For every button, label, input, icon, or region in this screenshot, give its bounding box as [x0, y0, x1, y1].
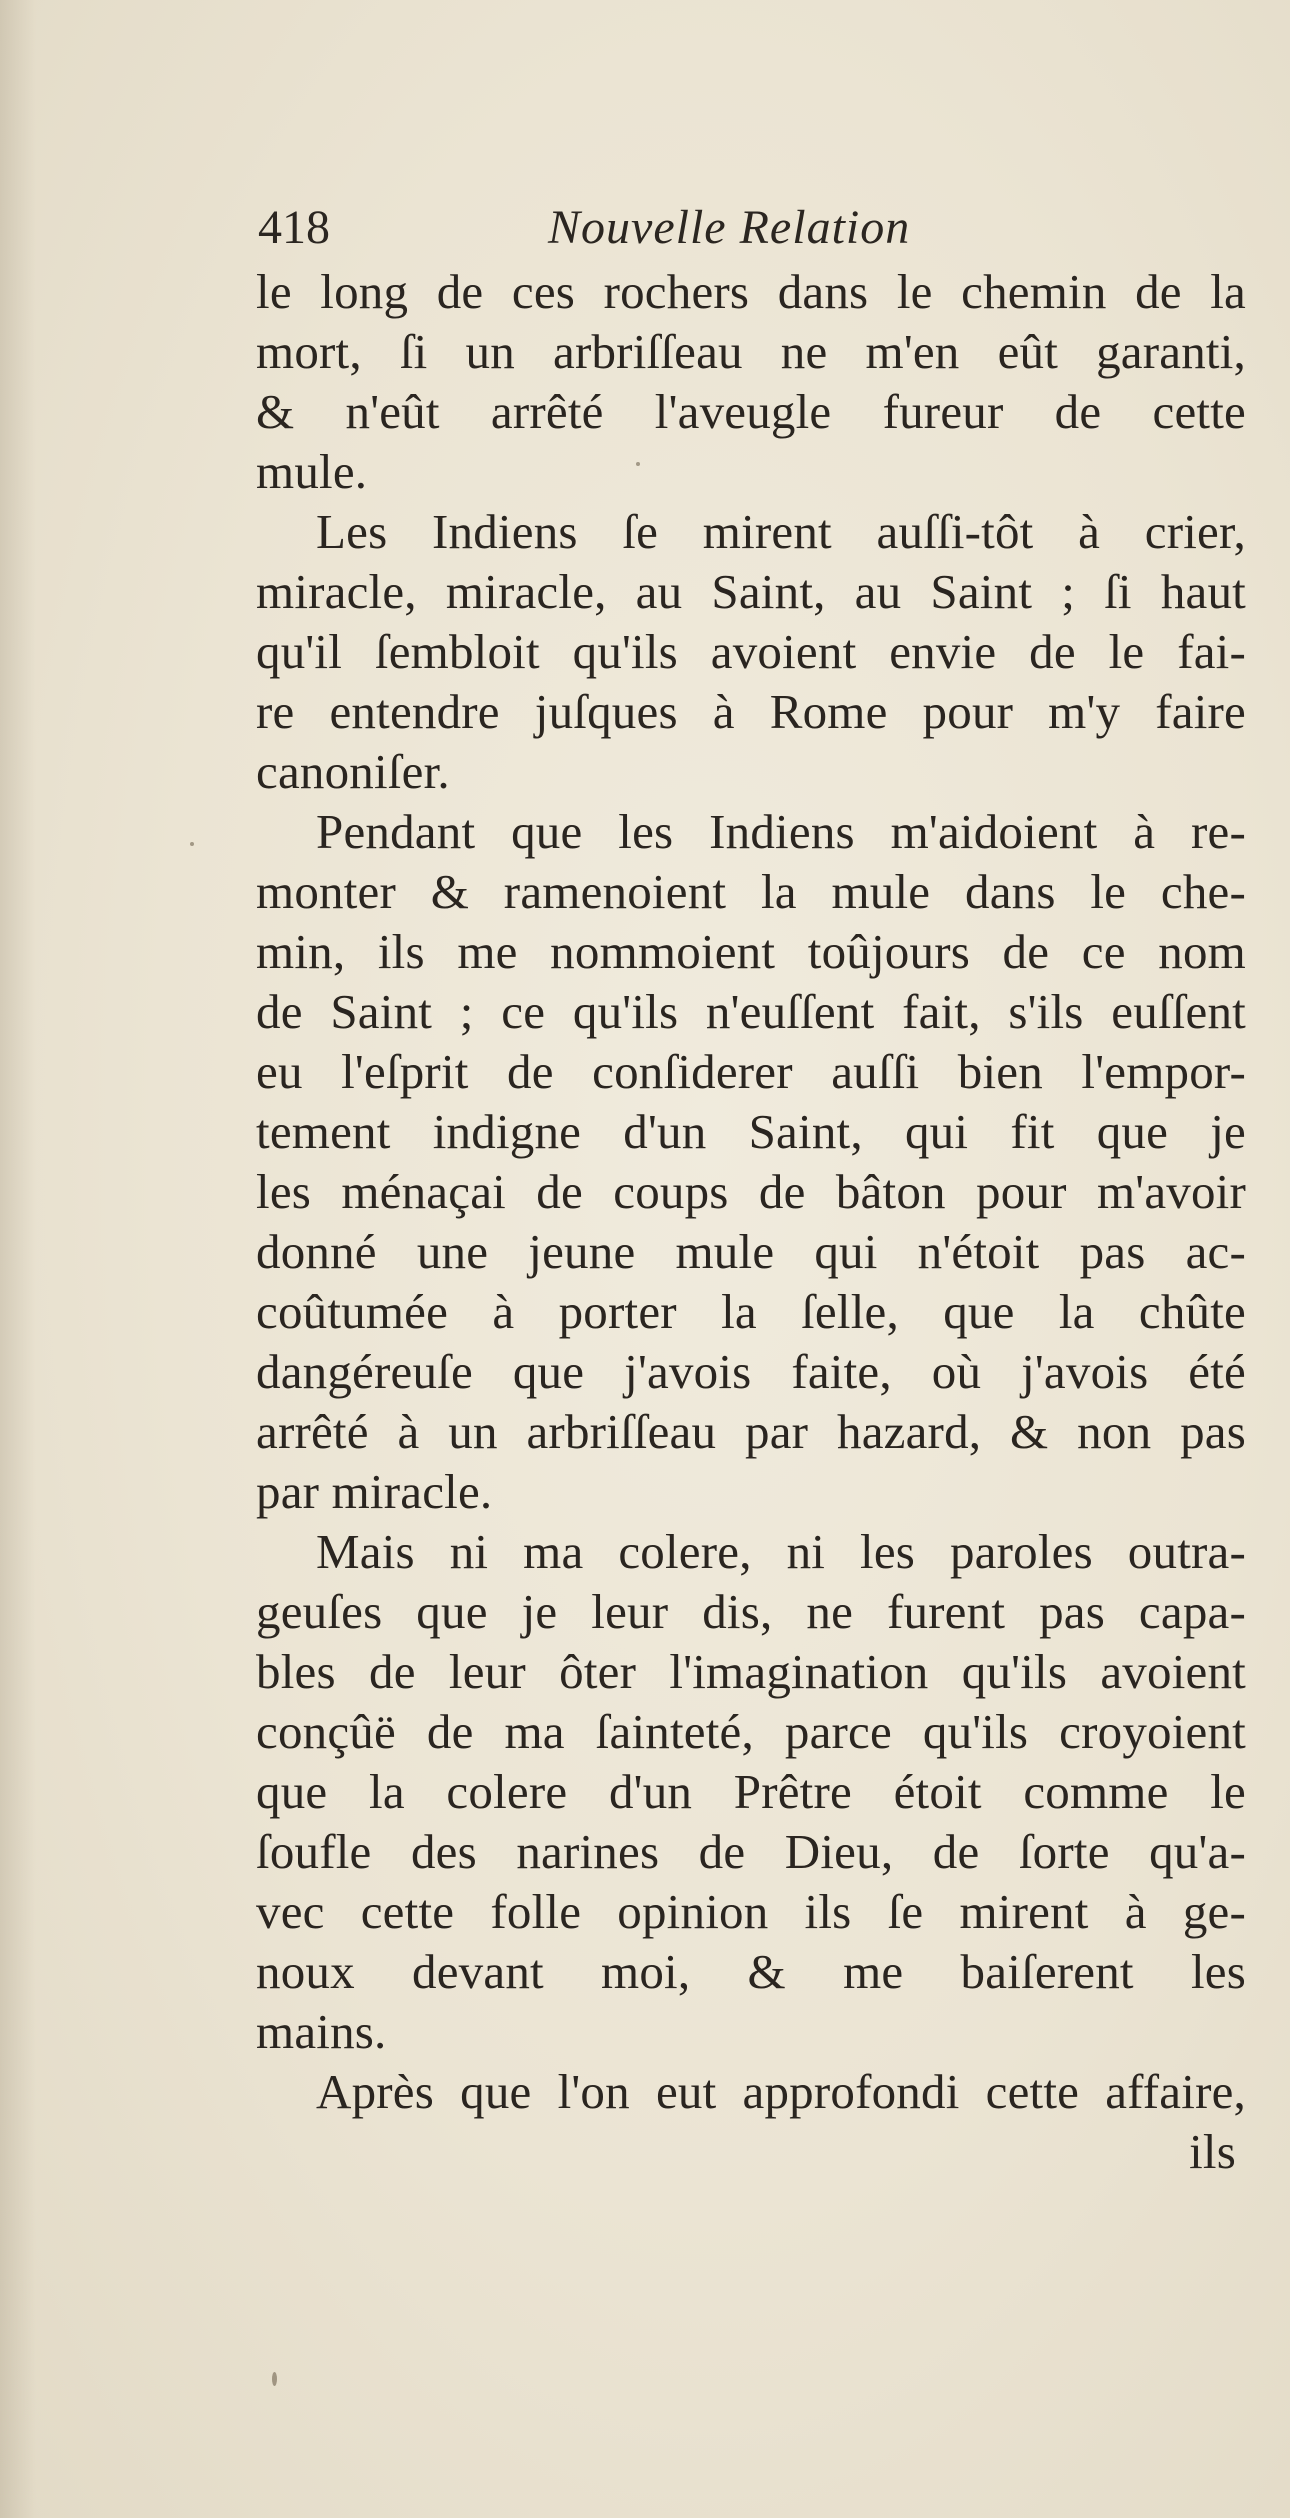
text-line: par miracle.: [256, 1464, 493, 1519]
text-line: dangéreuſe que j'avois faite, où j'avois été: [256, 1344, 1246, 1399]
text-line: tement indigne d'un Saint, qui fit que je: [256, 1104, 1246, 1159]
text-line: donné une jeune mule qui n'étoit pas ac-: [256, 1224, 1246, 1279]
text-line: de Saint ; ce qu'ils n'euſſent fait, s'ils euſſent: [256, 984, 1246, 1039]
paper-speck: [636, 462, 640, 466]
text-line: qu'il ſembloit qu'ils avoient envie de le fai-: [256, 624, 1246, 679]
text-line: ſoufle des narines de Dieu, de ſorte qu'a-: [256, 1824, 1246, 1879]
text-line: min, ils me nommoient toûjours de ce nom: [256, 924, 1246, 979]
text-line: le long de ces rochers dans le chemin de la: [256, 264, 1246, 319]
text-line: arrêté à un arbriſſeau par hazard, & non pas: [256, 1404, 1246, 1459]
binding-shadow: [0, 0, 36, 2518]
text-line: re entendre juſques à Rome pour m'y faire: [256, 684, 1246, 739]
text-line: eu l'eſprit de conſiderer auſſi bien l'empor-: [256, 1044, 1246, 1099]
paragraph-start-line: Les Indiens ſe mirent auſſi-tôt à crier,: [316, 504, 1246, 559]
text-line: bles de leur ôter l'imagination qu'ils avoient: [256, 1644, 1246, 1699]
text-line: coûtumée à porter la ſelle, que la chûte: [256, 1284, 1246, 1339]
running-title: Nouvelle Relation: [548, 201, 911, 254]
text-line: monter & ramenoient la mule dans le che-: [256, 864, 1246, 919]
page-number: 418: [258, 201, 330, 254]
text-line: mule.: [256, 444, 368, 499]
text-line: que la colere d'un Prêtre étoit comme le: [256, 1764, 1246, 1819]
text-line: vec cette folle opinion ils ſe mirent à ge-: [256, 1884, 1246, 1939]
text-line: geuſes que je leur dis, ne furent pas capa-: [256, 1584, 1246, 1639]
paper-speck: [272, 2372, 277, 2386]
running-head: [258, 188, 1058, 268]
body-text: [256, 262, 1246, 2182]
text-line: les ménaçai de coups de bâton pour m'avoir: [256, 1164, 1246, 1219]
text-line: miracle, miracle, au Saint, au Saint ; ſi haut: [256, 564, 1246, 619]
text-line: conçûë de ma ſainteté, parce qu'ils croyoient: [256, 1704, 1246, 1759]
text-line: & n'eût arrêté l'aveugle fureur de cette: [256, 384, 1246, 439]
paragraph-start-line: Mais ni ma colere, ni les paroles outra-: [316, 1524, 1246, 1579]
catchword: ils: [1189, 2124, 1236, 2179]
paragraph-start-line: Pendant que les Indiens m'aidoient à re-: [316, 804, 1246, 859]
text-line: mort, ſi un arbriſſeau ne m'en eût garanti,: [256, 324, 1246, 379]
paper-speck: [190, 842, 194, 846]
text-line: noux devant moi, & me baiſerent les: [256, 1944, 1246, 1999]
text-line: canoniſer.: [256, 744, 450, 799]
paragraph-start-line: Après que l'on eut approfondi cette affaire,: [316, 2064, 1246, 2119]
text-line: mains.: [256, 2004, 387, 2059]
